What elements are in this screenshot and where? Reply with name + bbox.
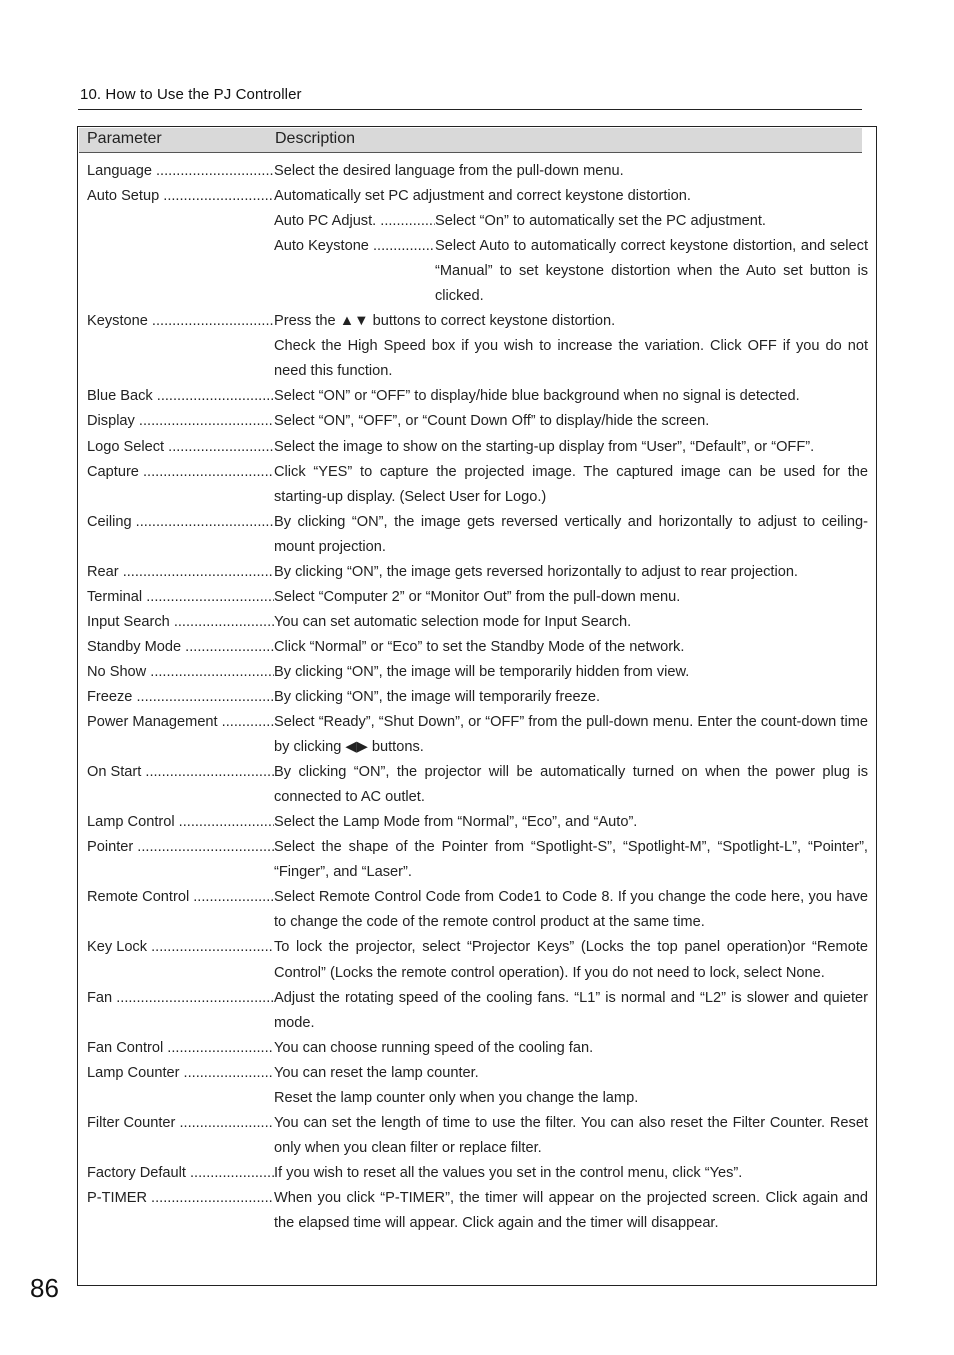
description-text: Select the Lamp Mode from “Normal”, “Eco”, and “Auto”. xyxy=(274,814,638,831)
sub-parameter xyxy=(274,209,868,234)
description-text: Automatically set PC adjustment and correct keystone distortion. xyxy=(274,188,691,205)
parameter-name: Standby Mode ..... xyxy=(87,635,274,660)
table-row xyxy=(87,1161,868,1186)
table-row xyxy=(87,935,868,985)
table-row xyxy=(87,710,868,760)
table-row xyxy=(87,435,868,460)
description-text: By clicking “ON”, the image will be temporarily hidden from view. xyxy=(274,663,690,680)
table-row xyxy=(87,184,868,309)
parameter-name: Logo Select ..... xyxy=(87,435,274,460)
table-row xyxy=(87,585,868,610)
section-title: 10. How to Use the PJ Controller xyxy=(80,86,302,103)
parameter-name: Power Management ..... xyxy=(87,710,274,760)
description-text: You can set automatic selection mode for Input Search. xyxy=(274,613,632,630)
column-header-description: Description xyxy=(275,130,356,147)
description-text: You can set the length of time to use the filter. You can also reset the Filter Counter. Reset only when you clean filter or replace filter. xyxy=(274,1114,868,1156)
table-row xyxy=(87,685,868,710)
parameter-name: Fan Control ..... xyxy=(87,1036,274,1061)
parameter-description xyxy=(274,1186,868,1236)
table-row xyxy=(87,810,868,835)
sub-parameter-description: Select “On” to automatically set the PC adjustment. xyxy=(435,213,766,230)
table-row xyxy=(87,986,868,1036)
parameter-name: Rear ..... xyxy=(87,560,274,585)
sub-parameter xyxy=(274,234,868,309)
parameter-description xyxy=(274,635,868,660)
table-row xyxy=(87,309,868,384)
parameter-description xyxy=(274,560,868,585)
parameter-description xyxy=(274,435,868,460)
parameter-name: Keystone ..... xyxy=(87,309,274,384)
parameter-name: On Start ..... xyxy=(87,760,274,810)
table-row xyxy=(87,660,868,685)
table-row xyxy=(87,635,868,660)
parameter-name: Lamp Counter ..... xyxy=(87,1061,274,1111)
table-row xyxy=(87,1111,868,1161)
parameter-description xyxy=(274,935,868,985)
table-row xyxy=(87,1186,868,1236)
table-row xyxy=(87,510,868,560)
parameter-description xyxy=(274,159,868,184)
description-text: By clicking “ON”, the image gets reversed horizontally to adjust to rear projection. xyxy=(274,563,798,580)
table-row xyxy=(87,835,868,885)
parameter-description xyxy=(274,309,868,384)
parameter-description xyxy=(274,409,868,434)
sub-parameter-name: Auto PC Adjust. ..... xyxy=(274,209,435,234)
parameter-name: Terminal ..... xyxy=(87,585,274,610)
description-text: Select “Ready”, “Shut Down”, or “OFF” from the pull-down menu. Enter the count-down time by clicking ◀▶ buttons. xyxy=(274,714,868,756)
description-text: Select the shape of the Pointer from “Spotlight-S”, “Spotlight-M”, “Spotlight-L”, “Pointer”, “Finger”, and “Laser”. xyxy=(274,839,868,881)
description-text: You can reset the lamp counter. xyxy=(274,1064,479,1081)
parameter-name: Language ..... xyxy=(87,159,274,184)
description-text: Click “Normal” or “Eco” to set the Standby Mode of the network. xyxy=(274,638,685,655)
parameter-description xyxy=(274,885,868,935)
description-text: If you wish to reset all the values you set in the control menu, click “Yes”. xyxy=(274,1164,743,1181)
column-header-parameter: Parameter xyxy=(87,130,162,147)
description-text: Select Remote Control Code from Code1 to Code 8. If you change the code here, you have to change the code of the remote control product at the same time. xyxy=(274,889,868,931)
description-text: Press the ▲▼ buttons to correct keystone distortion. xyxy=(274,313,616,330)
parameter-description xyxy=(274,1036,868,1061)
parameter-description xyxy=(274,986,868,1036)
table-row xyxy=(87,610,868,635)
parameter-name: P-TIMER ..... xyxy=(87,1186,274,1236)
table-row xyxy=(87,1036,868,1061)
parameter-description xyxy=(274,760,868,810)
description-text-continued: Reset the lamp counter only when you change the lamp. xyxy=(274,1089,639,1106)
parameter-name: Capture ..... xyxy=(87,460,274,510)
description-text: Select the image to show on the starting-up display from “User”, “Default”, or “OFF”. xyxy=(274,438,815,455)
parameter-name: Display ..... xyxy=(87,409,274,434)
parameter-description xyxy=(274,685,868,710)
description-text: Select “Computer 2” or “Monitor Out” from the pull-down menu. xyxy=(274,588,681,605)
table-row xyxy=(87,384,868,409)
description-text-continued: Check the High Speed box if you wish to increase the variation. Click OFF if you do not need this function. xyxy=(274,338,868,380)
parameter-description xyxy=(274,460,868,510)
table-row xyxy=(87,460,868,510)
parameter-name: Ceiling ..... xyxy=(87,510,274,560)
parameter-name: Factory Default ..... xyxy=(87,1161,274,1186)
description-text: Adjust the rotating speed of the cooling fans. “L1” is normal and “L2” is slower and quieter mode. xyxy=(274,989,868,1031)
parameter-name: Filter Counter ..... xyxy=(87,1111,274,1161)
description-text: Select “ON”, “OFF”, or “Count Down Off” to display/hide the screen. xyxy=(274,413,710,430)
table-body xyxy=(87,159,868,1236)
parameter-name: No Show ..... xyxy=(87,660,274,685)
table-row xyxy=(87,159,868,184)
description-text: To lock the projector, select “Projector Keys” (Locks the top panel operation)or “Remote Control” (Locks the remote control operation). If you do not need to lock, select None. xyxy=(274,939,868,981)
table-row xyxy=(87,409,868,434)
page-number: 86 xyxy=(30,1273,59,1303)
parameter-description xyxy=(274,710,868,760)
table-row xyxy=(87,1061,868,1111)
description-text: When you click “P-TIMER”, the timer will appear on the projected screen. Click again and the elapsed time will appear. Click again and the timer will disappear. xyxy=(274,1189,868,1231)
parameter-description xyxy=(274,835,868,885)
description-text: You can choose running speed of the cooling fan. xyxy=(274,1039,594,1056)
description-text: Select the desired language from the pull-down menu. xyxy=(274,163,624,179)
parameter-description xyxy=(274,585,868,610)
parameter-description xyxy=(274,384,868,409)
description-text: By clicking “ON”, the image gets reversed vertically and horizontally to adjust to ceiling-mount projection. xyxy=(274,513,868,555)
parameter-description xyxy=(274,1111,868,1161)
parameter-name: Remote Control ..... xyxy=(87,885,274,935)
parameter-name: Auto Setup ..... xyxy=(87,184,274,309)
description-text: By clicking “ON”, the image will temporarily freeze. xyxy=(274,688,601,705)
description-text: By clicking “ON”, the projector will be automatically turned on when the power plug is connected to AC outlet. xyxy=(274,764,868,806)
description-text: Click “YES” to capture the projected image. The captured image can be used for the starting-up display. (Select User for Logo.) xyxy=(274,463,868,505)
sub-parameter-name: Auto Keystone ..... xyxy=(274,234,435,309)
parameter-description xyxy=(274,660,868,685)
parameter-name: Pointer ..... xyxy=(87,835,274,885)
parameter-description xyxy=(274,510,868,560)
table-row xyxy=(87,560,868,585)
parameter-description xyxy=(274,610,868,635)
parameter-description xyxy=(274,1161,868,1186)
parameter-name: Fan ..... xyxy=(87,986,274,1036)
table-row xyxy=(87,760,868,810)
parameter-name: Lamp Control ..... xyxy=(87,810,274,835)
parameter-name: Input Search ..... xyxy=(87,610,274,635)
table-header xyxy=(79,128,862,153)
sub-parameter-description: Select Auto to automatically correct keystone distortion, and select “Manual” to set keystone distortion when the Auto set button is clicked. xyxy=(435,238,868,305)
section-divider xyxy=(78,109,862,110)
parameter-name: Freeze ..... xyxy=(87,685,274,710)
parameter-description xyxy=(274,1061,868,1111)
parameter-description xyxy=(274,810,868,835)
parameter-name: Key Lock ..... xyxy=(87,935,274,985)
table-row xyxy=(87,885,868,935)
description-text: Select “ON” or “OFF” to display/hide blue background when no signal is detected. xyxy=(274,388,800,405)
parameter-description xyxy=(274,184,868,309)
parameter-name: Blue Back ..... xyxy=(87,384,274,409)
